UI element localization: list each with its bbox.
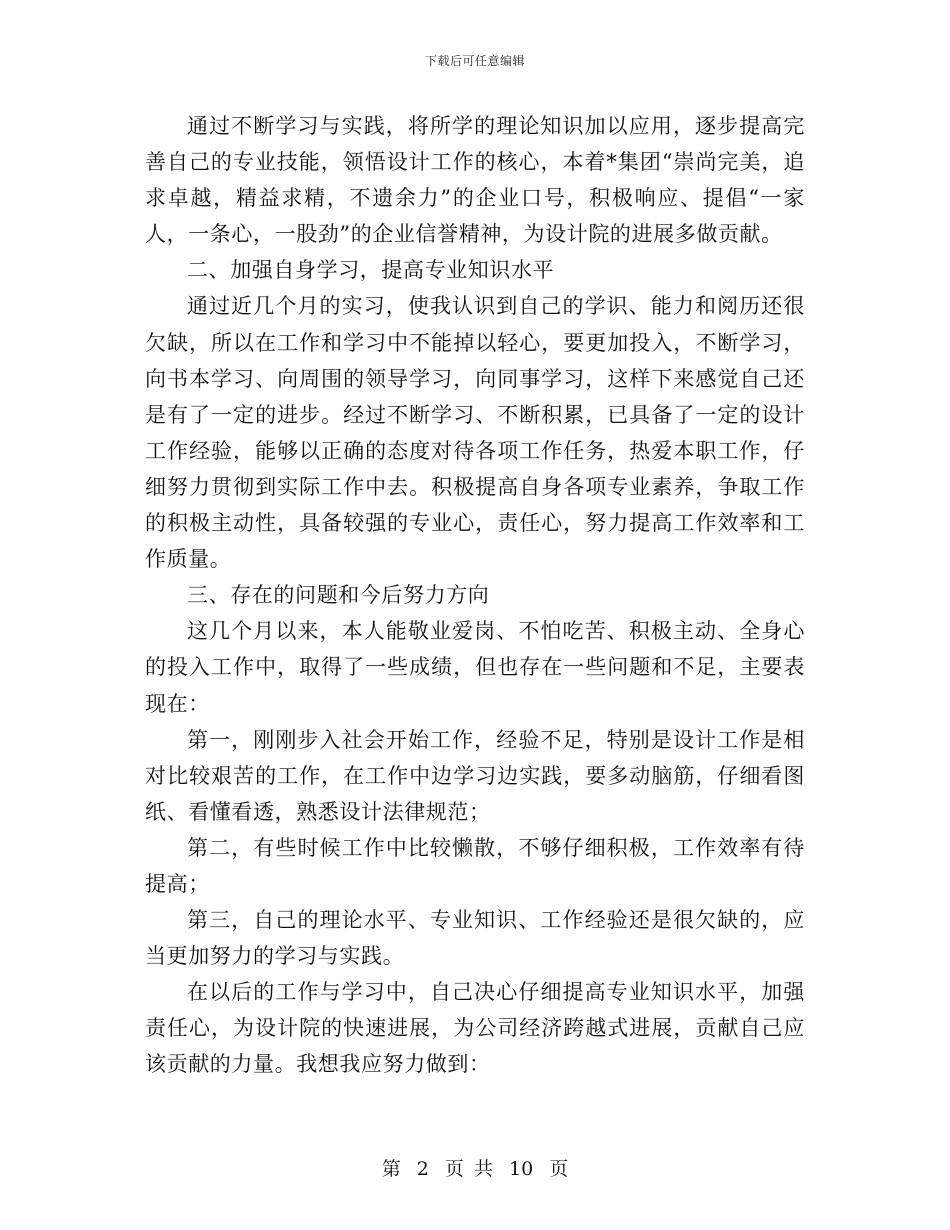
page-footer — [0, 1154, 950, 1181]
paragraph: 这几个月以来，本人能敬业爱岗、不怕吃苦、积极主动、全身心的投入工作中，取得了一些成绩，但也存在一些问题和不足，主要表现在： — [145, 619, 805, 716]
page-header-note: 下载后可任意编辑 — [424, 54, 525, 68]
paragraph: 第三，自己的理论水平、专业知识、工作经验还是很欠缺的，应当更加努力的学习与实践。 — [145, 908, 805, 969]
paragraph: 在以后的工作与学习中，自己决心仔细提高专业知识水平，加强责任心，为设计院的快速进展，为公司经济跨越式进展，贡献自己应该贡献的力量。我想我应努力做到： — [145, 980, 805, 1077]
footer-prefix: 第 — [381, 1158, 401, 1180]
total-page-count: 10 — [509, 1158, 534, 1180]
footer-suffix: 页 — [549, 1158, 569, 1180]
paragraph: 通过不断学习与实践，将所学的理论知识加以应用，逐步提高完善自己的专业技能，领悟设计工作的核心，本着*集团“崇尚完美，追求卓越，精益求精，不遗余力”的企业口号，积极响应、提倡“一家人，一条心，一股劲”的企业信誉精神，为设计院的进展多做贡献。 — [145, 114, 805, 247]
section-heading: 二、加强自身学习，提高专业知识水平 — [187, 258, 555, 283]
paragraph: 第一，刚刚步入社会开始工作，经验不足，特别是设计工作是相对比较艰苦的工作，在工作中边学习边实践，要多动脑筋，仔细看图纸、看懂看透，熟悉设计法律规范； — [145, 727, 805, 824]
document-body — [145, 108, 805, 1083]
paragraph: 通过近几个月的实习，使我认识到自己的学识、能力和阅历还很欠缺，所以在工作和学习中不能掉以轻心，要更加投入，不断学习，向书本学习、向周围的领导学习，向同事学习，这样下来感觉自己还是有了一定的进步。经过不断学习、不断积累，已具备了一定的设计工作经验，能够以正确的态度对待各项工作任务，热爱本职工作，仔细努力贯彻到实际工作中去。积极提高自身各项专业素养，争取工作的积极主动性，具备较强的专业心，责任心，努力提高工作效率和工作质量。 — [145, 294, 805, 572]
paragraph: 第二，有些时候工作中比较懒散，不够仔细积极，工作效率有待提高； — [145, 835, 805, 896]
footer-middle: 页 共 — [444, 1158, 493, 1180]
current-page-number: 2 — [416, 1158, 429, 1180]
section-heading: 三、存在的问题和今后努力方向 — [187, 583, 490, 608]
